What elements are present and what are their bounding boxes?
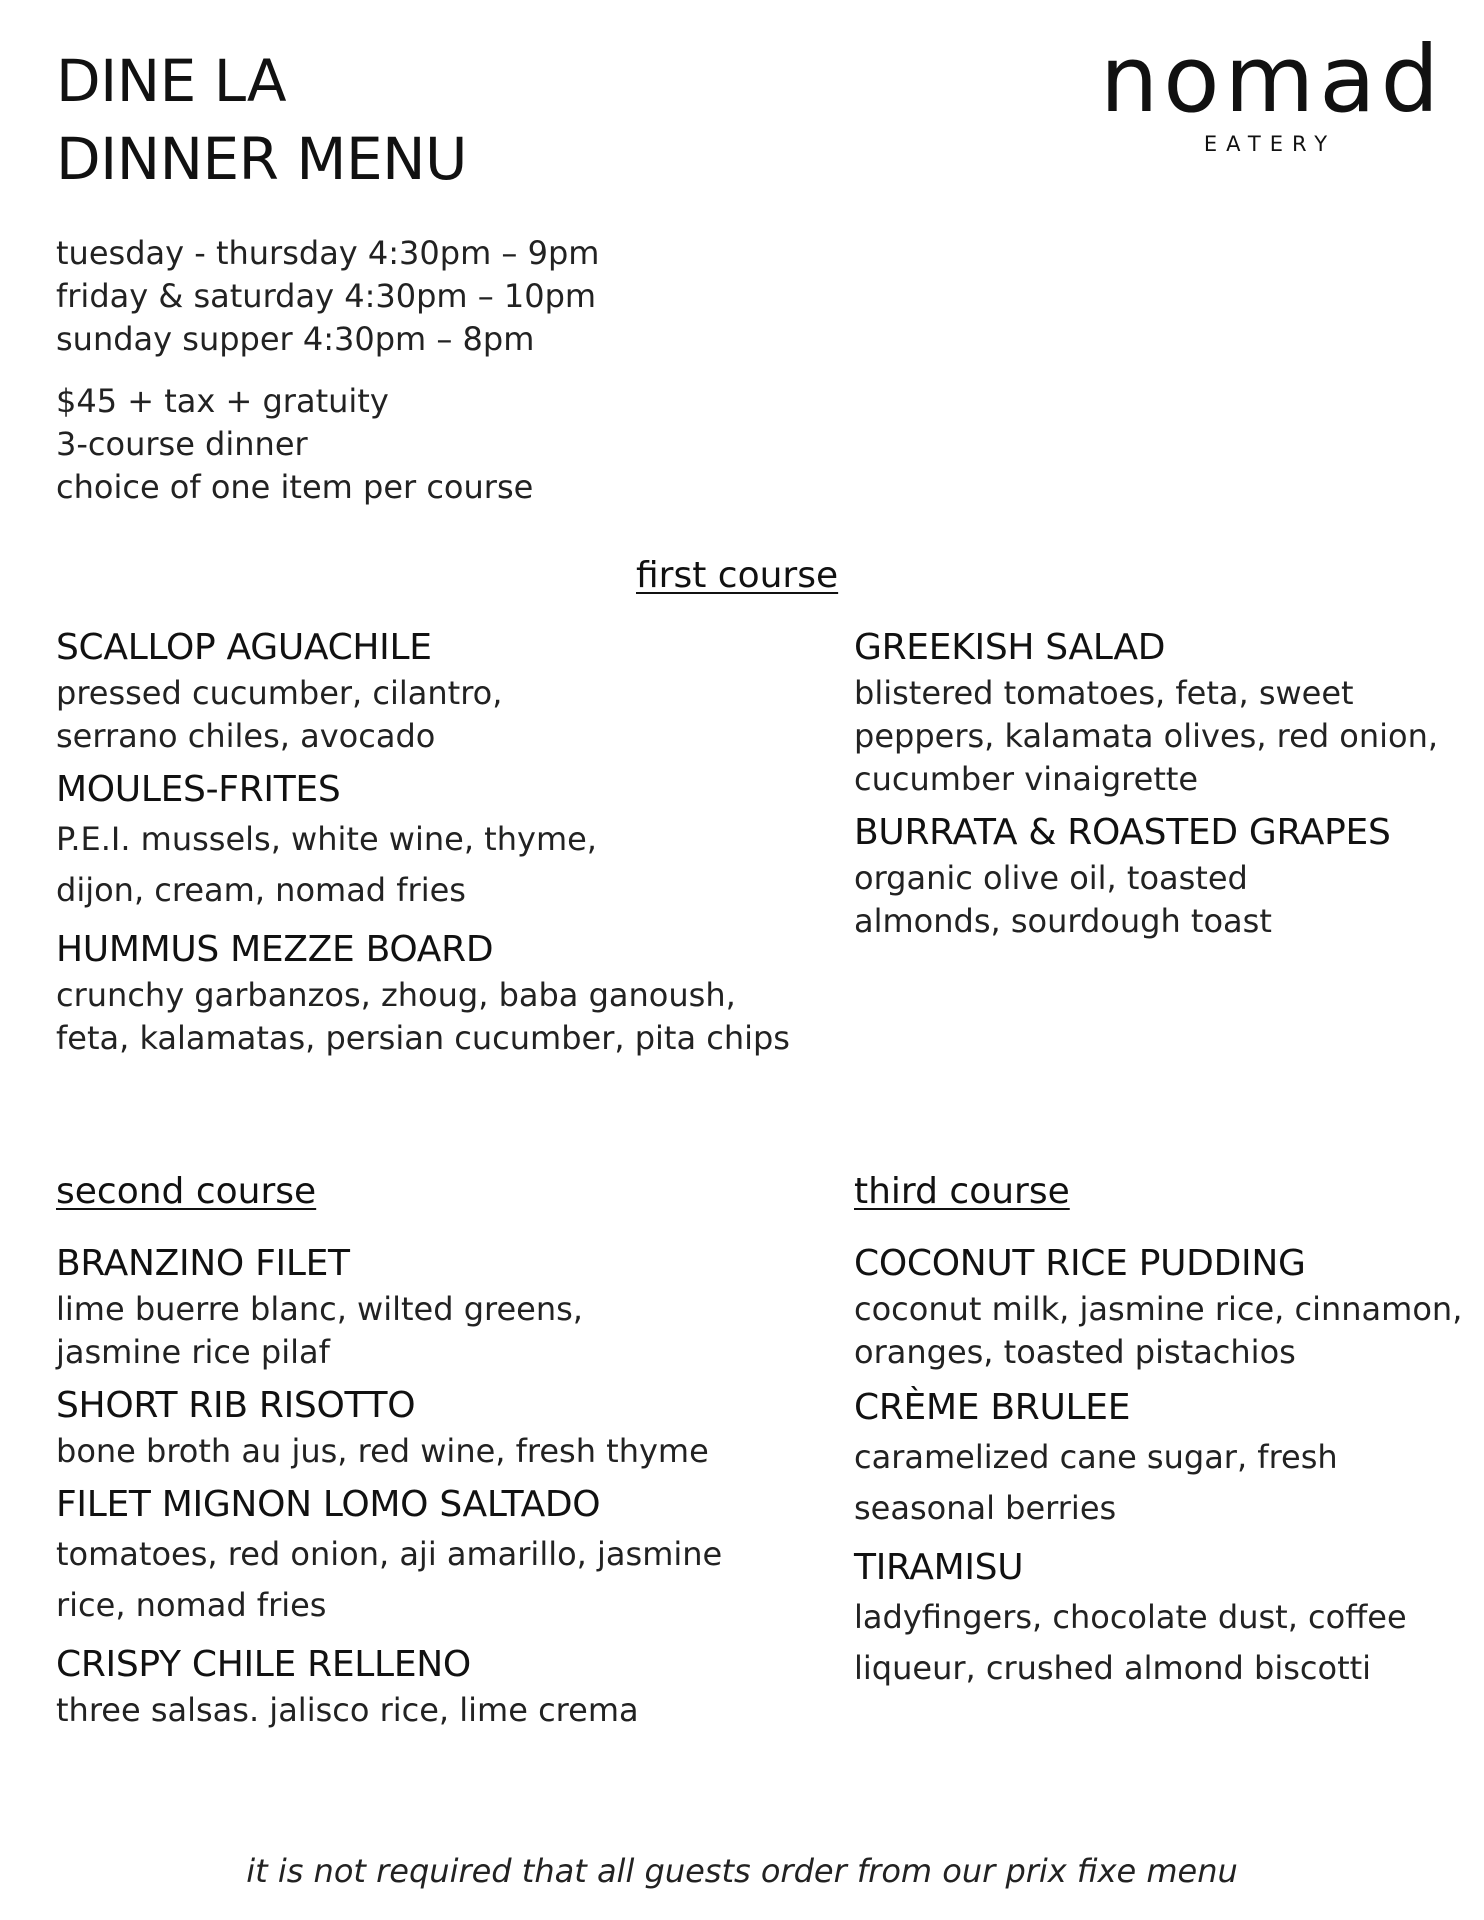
menu-item-description	[854, 857, 1484, 943]
menu-item-description	[56, 974, 790, 1060]
description-line: jasmine rice pilaf	[56, 1333, 330, 1371]
menu-item-name: SHORT RIB RISOTTO	[56, 1385, 416, 1426]
description-line: caramelized cane sugar, fresh	[854, 1438, 1338, 1476]
menu-item	[56, 1641, 696, 1732]
menu-item-name: CRÈME BRULEE	[854, 1387, 1131, 1428]
menu-item-name: FILET MIGNON LOMO SALTADO	[56, 1484, 601, 1525]
title-line-1: DINE LA	[56, 47, 287, 115]
menu-item-description	[854, 1592, 1484, 1694]
menu-item-name: GREEKISH SALAD	[854, 627, 1166, 668]
hours-line: sunday supper 4:30pm – 8pm	[56, 320, 535, 358]
third-course-heading: third course	[854, 1171, 1070, 1212]
description-line: coconut milk, jasmine rice, cinnamon,	[854, 1290, 1463, 1328]
menu-item-name: SCALLOP AGUACHILE	[56, 627, 432, 668]
description-line: almonds, sourdough toast	[854, 902, 1272, 940]
description-line: feta, kalamatas, persian cucumber, pita chips	[56, 1019, 790, 1057]
menu-item-description	[854, 1288, 1484, 1374]
description-line: peppers, kalamata olives, red onion,	[854, 717, 1439, 755]
menu-item-description	[56, 1430, 709, 1473]
first-course-right-column	[854, 624, 1484, 943]
page-title	[56, 42, 467, 198]
logo-subtitle: EATERY	[1203, 132, 1337, 156]
description-line: blistered tomatoes, feta, sweet	[854, 674, 1354, 712]
description-line: oranges, toasted pistachios	[854, 1333, 1296, 1371]
description-line: liqueur, crushed almond biscotti	[854, 1649, 1372, 1687]
menu-item-name: BRANZINO FILET	[56, 1243, 350, 1284]
menu-item-description	[56, 672, 696, 758]
menu-item	[854, 809, 1484, 943]
menu-item	[56, 926, 790, 1060]
description-line: bone broth au jus, red wine, fresh thyme	[56, 1432, 709, 1470]
description-line: dijon, cream, nomad fries	[56, 871, 466, 909]
menu-item-description	[56, 1529, 723, 1631]
menu-item-description	[854, 1432, 1484, 1534]
menu-item-description	[56, 1689, 696, 1732]
menu-item	[854, 1240, 1484, 1374]
description-line: lime buerre blanc, wilted greens,	[56, 1290, 583, 1328]
menu-item	[56, 1481, 723, 1631]
first-course-left-column	[56, 624, 790, 1060]
footer-note: it is not required that all guests order from our prix fixe menu	[246, 1852, 1238, 1890]
menu-item	[854, 624, 1484, 801]
description-line: seasonal berries	[854, 1489, 1117, 1527]
menu-item-name: MOULES-FRITES	[56, 769, 341, 810]
description-line: organic olive oil, toasted	[854, 859, 1248, 897]
second-course-column	[56, 1240, 723, 1732]
hours-block	[56, 232, 599, 361]
menu-item-name: BURRATA & ROASTED GRAPES	[854, 812, 1391, 853]
description-line: pressed cucumber, cilantro,	[56, 674, 503, 712]
hours-line: tuesday - thursday 4:30pm – 9pm	[56, 234, 600, 272]
menu-item-description	[854, 672, 1484, 801]
menu-item	[854, 1384, 1484, 1534]
description-line: P.E.I. mussels, white wine, thyme,	[56, 820, 597, 858]
menu-item	[854, 1544, 1484, 1694]
menu-item-name: CRISPY CHILE RELLENO	[56, 1644, 471, 1685]
menu-item-description	[56, 1288, 696, 1374]
first-course-heading: first course	[636, 555, 839, 596]
menu-item	[56, 1382, 709, 1473]
pricing-line: 3-course dinner	[56, 425, 308, 463]
nomad-eatery-logo	[1100, 26, 1444, 156]
description-line: tomatoes, red onion, aji amarillo, jasmine	[56, 1535, 723, 1573]
description-line: crunchy garbanzos, zhoug, baba ganoush,	[56, 976, 736, 1014]
menu-item-description	[56, 814, 696, 916]
logo-word: nomad	[1100, 26, 1444, 133]
description-line: serrano chiles, avocado	[56, 717, 436, 755]
menu-item-name: HUMMUS MEZZE BOARD	[56, 929, 494, 970]
menu-item-name: TIRAMISU	[854, 1547, 1024, 1588]
second-course-heading: second course	[56, 1171, 317, 1212]
menu-item-name: COCONUT RICE PUDDING	[854, 1243, 1306, 1284]
third-course-column	[854, 1240, 1484, 1694]
menu-item	[56, 1240, 696, 1374]
description-line: cucumber vinaigrette	[854, 760, 1199, 798]
description-line: ladyfingers, chocolate dust, coffee	[854, 1598, 1407, 1636]
pricing-line: $45 + tax + gratuity	[56, 382, 389, 420]
menu-item	[56, 624, 696, 758]
description-line: three salsas. jalisco rice, lime crema	[56, 1691, 639, 1729]
title-line-2: DINNER MENU	[56, 125, 467, 193]
pricing-line: choice of one item per course	[56, 468, 534, 506]
hours-line: friday & saturday 4:30pm – 10pm	[56, 277, 597, 315]
description-line: rice, nomad fries	[56, 1586, 327, 1624]
pricing-block	[56, 380, 533, 509]
menu-item	[56, 766, 696, 916]
